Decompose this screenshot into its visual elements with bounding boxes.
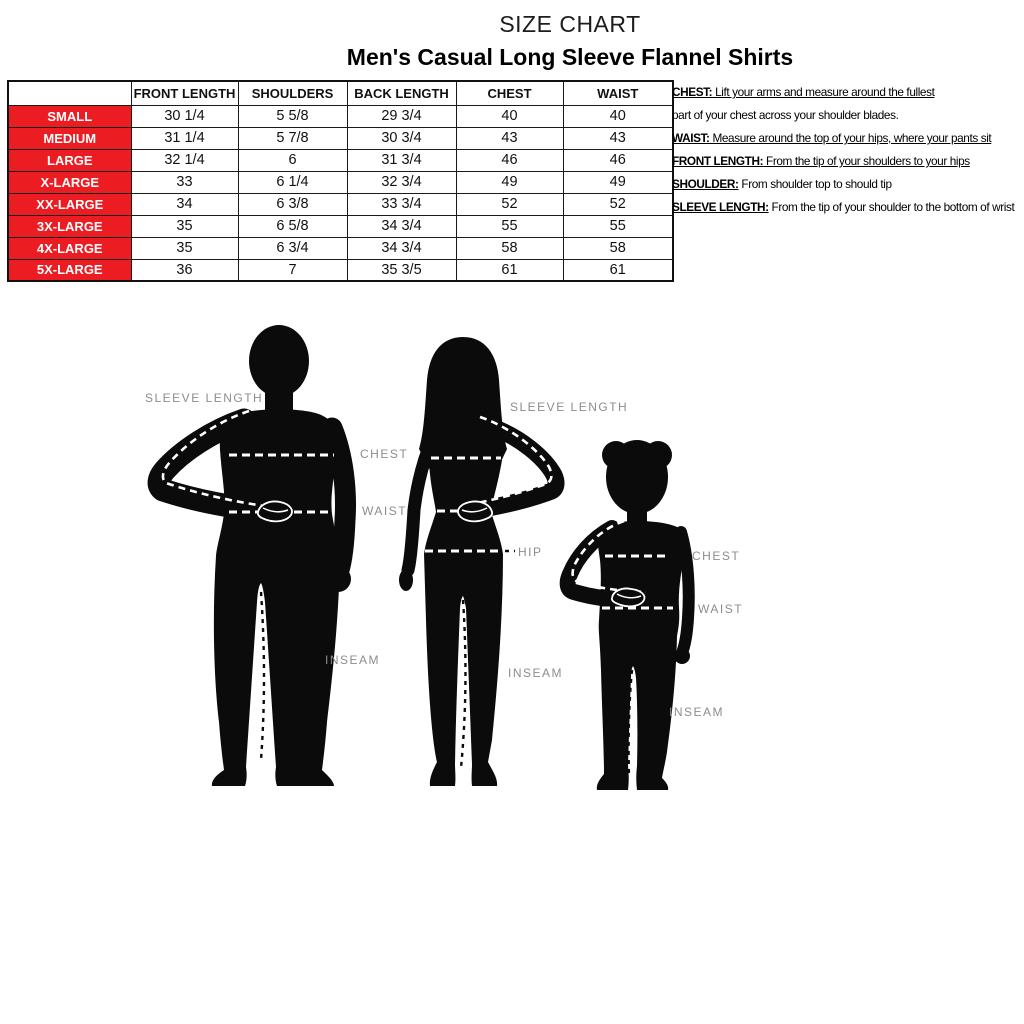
label-chest-child: CHEST — [692, 549, 741, 563]
definition-shoulder: SHOULDER: From shoulder top to should tip — [672, 177, 892, 191]
value-cell: 40 — [563, 105, 673, 127]
header-cell-front-length: FRONT LENGTH — [131, 81, 238, 105]
header-cell-waist: WAIST — [563, 81, 673, 105]
value-cell: 35 3/5 — [347, 259, 456, 281]
label-inseam-woman: INSEAM — [508, 666, 564, 680]
value-cell: 35 — [131, 237, 238, 259]
man-inseam-line — [261, 592, 264, 760]
value-cell: 35 — [131, 215, 238, 237]
size-cell: SMALL — [8, 105, 131, 127]
value-cell: 61 — [563, 259, 673, 281]
value-cell: 30 1/4 — [131, 105, 238, 127]
label-waist-child: WAIST — [698, 602, 744, 616]
value-cell: 31 1/4 — [131, 127, 238, 149]
label-inseam-man: INSEAM — [325, 653, 381, 667]
value-cell: 43 — [456, 127, 563, 149]
definition-chest: CHEST: Lift your arms and measure around the fullest — [672, 85, 935, 99]
child-silhouette — [568, 440, 690, 790]
value-cell: 34 — [131, 193, 238, 215]
man-fist — [325, 566, 351, 592]
label-chest-man: CHEST — [360, 447, 409, 461]
child-hanging-arm — [681, 532, 689, 650]
value-cell: 6 3/8 — [238, 193, 347, 215]
header-cell-measurement: MEASUREMENT — [8, 81, 131, 105]
value-cell: 31 3/4 — [347, 149, 456, 171]
value-cell: 6 — [238, 149, 347, 171]
definition-waist: WAIST: Measure around the top of your hips, where your pants sit — [672, 131, 992, 145]
value-cell: 6 1/4 — [238, 171, 347, 193]
value-cell: 32 3/4 — [347, 171, 456, 193]
value-cell: 61 — [456, 259, 563, 281]
value-cell: 46 — [563, 149, 673, 171]
value-cell: 40 — [456, 105, 563, 127]
size-cell: MEDIUM — [8, 127, 131, 149]
header-cell-back-length: BACK LENGTH — [347, 81, 456, 105]
child-hand-hanging — [674, 648, 690, 664]
page-subtitle: Men's Casual Long Sleeve Flannel Shirts — [346, 44, 794, 70]
child-head — [606, 440, 668, 514]
header-cell-shoulders: SHOULDERS — [238, 81, 347, 105]
value-cell: 46 — [456, 149, 563, 171]
value-cell: 7 — [238, 259, 347, 281]
value-cell: 49 — [456, 171, 563, 193]
woman-hand-hanging — [399, 569, 413, 591]
definition-chest-cont: part of your chest across your shoulder blades. — [672, 108, 899, 122]
value-cell: 5 7/8 — [238, 127, 347, 149]
label-sleeve-length-woman: SLEEVE LENGTH — [510, 400, 629, 414]
value-cell: 6 5/8 — [238, 215, 347, 237]
value-cell: 29 3/4 — [347, 105, 456, 127]
value-cell: 55 — [563, 215, 673, 237]
size-cell: 4X-LARGE — [8, 237, 131, 259]
woman-inseam-line — [461, 600, 465, 768]
value-cell: 34 3/4 — [347, 215, 456, 237]
size-cell: LARGE — [8, 149, 131, 171]
label-sleeve-length-man: SLEEVE LENGTH — [145, 391, 264, 405]
man-hanging-arm — [332, 428, 345, 570]
value-cell: 52 — [563, 193, 673, 215]
value-cell: 6 3/4 — [238, 237, 347, 259]
label-hip-woman: HIP — [518, 545, 543, 559]
size-cell: 5X-LARGE — [8, 259, 131, 281]
value-cell: 58 — [563, 237, 673, 259]
page-title: SIZE CHART — [499, 11, 641, 37]
value-cell: 33 3/4 — [347, 193, 456, 215]
value-cell: 58 — [456, 237, 563, 259]
header-cell-chest: CHEST — [456, 81, 563, 105]
value-cell: 43 — [563, 127, 673, 149]
label-inseam-child: INSEAM — [669, 705, 725, 719]
size-cell: X-LARGE — [8, 171, 131, 193]
value-cell: 32 1/4 — [131, 149, 238, 171]
definition-sleeve-length: SLEEVE LENGTH: From the tip of your shoulder to the bottom of wrist — [672, 200, 1015, 214]
value-cell: 33 — [131, 171, 238, 193]
value-cell: 5 5/8 — [238, 105, 347, 127]
definition-front-length: FRONT LENGTH: From the tip of your shoulders to your hips — [672, 154, 970, 168]
value-cell: 30 3/4 — [347, 127, 456, 149]
value-cell: 36 — [131, 259, 238, 281]
size-cell: XX-LARGE — [8, 193, 131, 215]
value-cell: 55 — [456, 215, 563, 237]
man-head — [249, 325, 309, 397]
value-cell: 52 — [456, 193, 563, 215]
value-cell: 49 — [563, 171, 673, 193]
size-cell: 3X-LARGE — [8, 215, 131, 237]
value-cell: 34 3/4 — [347, 237, 456, 259]
man-body — [212, 409, 340, 786]
child-body — [597, 521, 686, 790]
label-waist-man: WAIST — [362, 504, 408, 518]
